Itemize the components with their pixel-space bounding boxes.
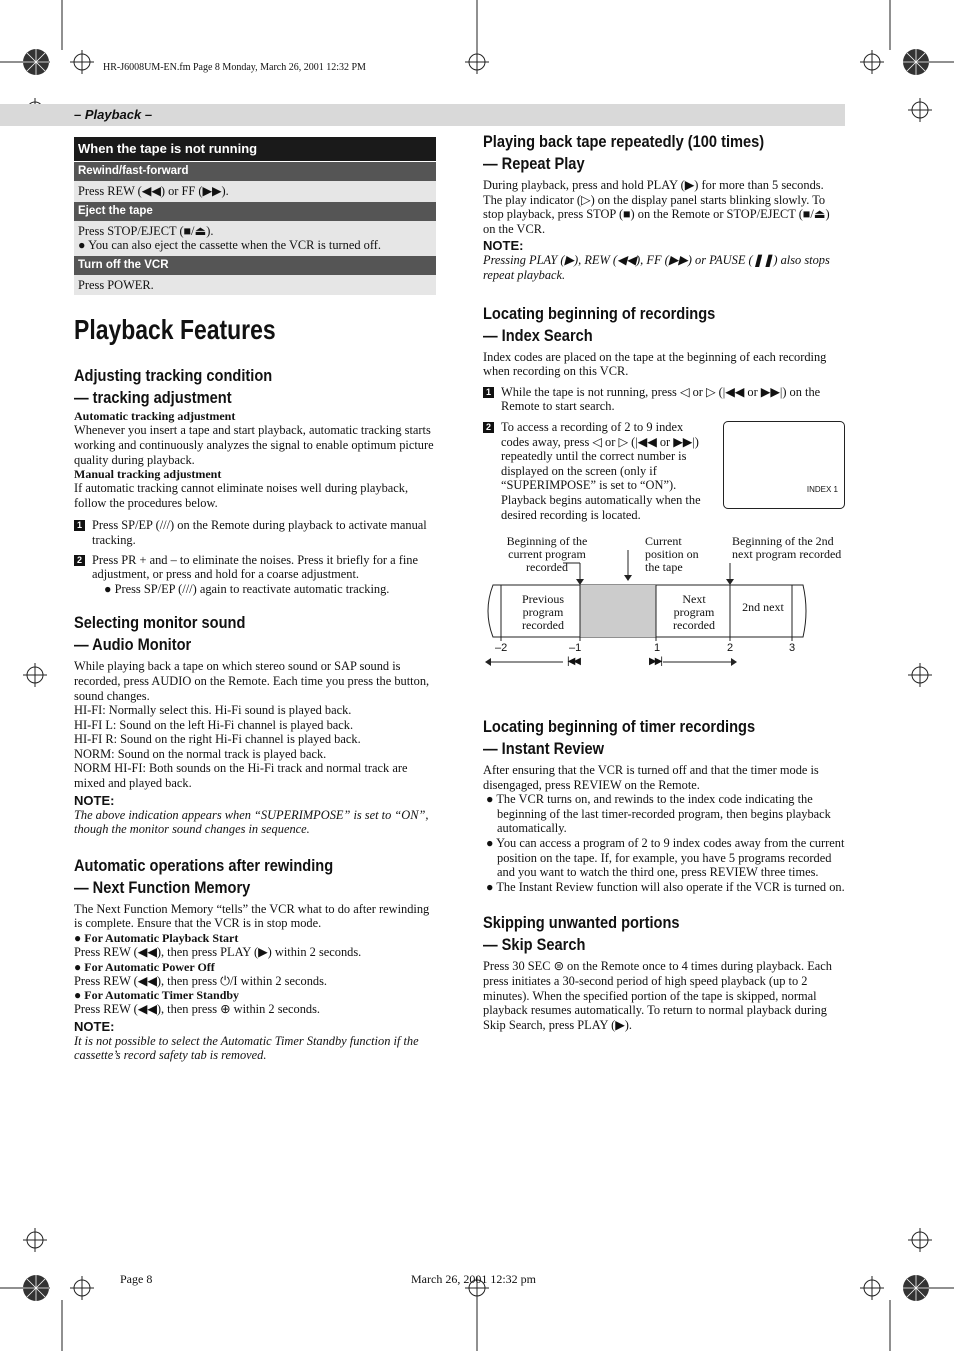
paragraph: Whenever you insert a tape and start playback, automatic tracking starts working and continuously analyzes the signal to enable optimum picture quality during playback. <box>74 423 434 467</box>
section-subheading: — Instant Review <box>483 739 605 758</box>
item-head: ● For Automatic Timer Standby <box>74 988 240 1003</box>
note-text: The above indication appears when “SUPERIMPOSE” is set to “ON”, though the monitor sound changes in sequence. <box>74 807 429 837</box>
section-subheading: — Audio Monitor <box>74 635 192 655</box>
audio-line: NORM: Sound on the normal track is played back. <box>74 746 327 761</box>
repeat-section <box>483 131 845 283</box>
right-column <box>483 131 845 522</box>
step-2-row <box>483 420 845 522</box>
section-heading: Skipping unwanted portions <box>483 913 680 933</box>
tick-label: 2 <box>727 642 734 654</box>
section-heading: Selecting monitor sound <box>74 613 246 633</box>
audio-line: HI-FI: Normally select this. Hi-Fi sound is played back. <box>74 703 352 718</box>
tracking-section <box>74 365 436 596</box>
note-text: It is not possible to select the Automatic Timer Standby function if the cassette’s record safety tab is removed. <box>74 1033 419 1063</box>
tick-label: 3 <box>789 642 796 654</box>
tv-screen <box>723 421 845 509</box>
paragraph: The Next Function Memory “tells” the VCR what to do after rewinding is complete. Ensure that the VCR is in stop mode. <box>74 901 430 931</box>
subhead: Manual tracking adjustment <box>74 467 222 482</box>
section-heading: Adjusting tracking condition <box>74 366 273 386</box>
table-row-head: Eject the tape <box>74 202 436 221</box>
table-cell-bullet: ● You can also eject the cassette when the VCR is turned off. <box>78 238 381 253</box>
segment-2nd-next: 2nd next <box>742 600 784 614</box>
note-text: Pressing PLAY (▶), REW (◀◀), FF (▶▶) or PAUSE (❚❚) also stops repeat playback. <box>483 253 830 282</box>
table-row-head: Rewind/fast-forward <box>74 162 436 181</box>
label-current-position: Current position on the tape <box>645 534 699 574</box>
instant-section <box>483 716 845 894</box>
right-column-lower <box>483 716 845 1032</box>
table-cell: Press STOP/EJECT (■/⏏). <box>78 223 214 238</box>
step-1 <box>74 518 436 547</box>
section-heading: Locating beginning of timer recordings <box>483 717 756 736</box>
index-section <box>483 303 845 523</box>
bullet-item: ● The VCR turns on, and rewinds to the index code indicating the beginning of the last timer-recorded program, then begins playback automatically. <box>486 792 831 836</box>
info-table <box>74 137 436 295</box>
table-row-body <box>74 221 436 256</box>
note-heading: NOTE: <box>483 238 524 254</box>
item-body: Press REW (◀◀), then press ⏻/I within 2 seconds. <box>74 973 328 988</box>
note-heading: NOTE: <box>74 1018 115 1034</box>
table-title: When the tape is not running <box>74 137 436 161</box>
table-row-head: Turn off the VCR <box>74 256 436 275</box>
nextfunc-section <box>74 855 436 1063</box>
section-label: – Playback – <box>74 107 153 122</box>
step-number: 1 <box>74 520 85 531</box>
paragraph: During playback, press and hold PLAY (▶) for more than 5 seconds. The play indicator (▷) on the display panel starts blinking slowly. To stop playback, press STOP (■) on the Remote or STOP/EJECT (■/⏏) on the VCR. <box>483 178 830 236</box>
step-number: 2 <box>74 555 85 566</box>
section-heading: Locating beginning of recordings <box>483 303 716 323</box>
segment-previous: Previous program recorded <box>522 592 564 632</box>
label-current-program: Beginning of the current program recorded <box>506 534 588 574</box>
footer-date: March 26, 2001 12:32 pm <box>411 1272 536 1286</box>
item-body: Press REW (◀◀), then press PLAY (▶) within 2 seconds. <box>74 945 362 960</box>
bullet-item: ● The Instant Review function will also operate if the VCR is turned on. <box>486 879 845 894</box>
index-diagram <box>483 535 845 675</box>
screen-text: INDEX 1 <box>806 484 838 494</box>
tick-label: 1 <box>654 642 661 654</box>
file-info: HR-J6008UM-EN.fm Page 8 Monday, March 26, 2001 12:32 PM <box>103 62 366 73</box>
item-head: ● For Automatic Playback Start <box>74 931 239 946</box>
skip-section <box>483 912 845 1032</box>
tick-label: –1 <box>569 642 582 654</box>
step-1 <box>483 385 845 414</box>
item-head: ● For Automatic Power Off <box>74 959 215 974</box>
step-2 <box>74 553 436 582</box>
step-text: Press PR + and – to eliminate the noises. Press it briefly for a fine adjustment, or press and hold for a coarse adjustment. <box>92 552 418 582</box>
section-heading: Automatic operations after rewinding <box>74 855 334 875</box>
section-subheading: — Next Function Memory <box>74 877 251 897</box>
step-number: 1 <box>483 387 494 398</box>
section-heading: Playing back tape repeatedly (100 times) <box>483 132 765 151</box>
audio-section <box>74 612 436 837</box>
label-2nd-next: Beginning of the 2nd next program recorded <box>732 534 842 561</box>
step-text: To access a recording of 2 to 9 index codes away, press ◁ or ▷ (|◀◀ or ▶▶|) repeatedly until the correct number is displayed on the screen (only if “SUPERIMPOSE” is set to “ON”). Playback begins automatically when the desired recording is located. <box>501 419 701 522</box>
footer-page: Page 8 <box>120 1272 153 1286</box>
bullet-item: ● You can access a program of 2 to 9 index codes away from the current position on the tape. If, for example, you have 5 programs recorded and you want to watch the third one, press REVIEW three times. <box>486 835 845 880</box>
table-row-body: Press POWER. <box>74 275 436 296</box>
subhead: Automatic tracking adjustment <box>74 409 236 424</box>
step-text: Press SP/EP (///) on the Remote during playback to activate manual tracking. <box>92 518 427 547</box>
paragraph: If automatic tracking cannot eliminate noises well during playback, follow the procedures below. <box>74 481 409 510</box>
step-text: While the tape is not running, press ◁ or ▷ (|◀◀ or ▶▶|) on the Remote to start search. <box>501 384 821 414</box>
section-subheading: — tracking adjustment <box>74 388 232 408</box>
step-2 <box>483 420 713 522</box>
table-row-body: Press REW (◀◀) or FF (▶▶). <box>74 181 436 202</box>
section-subheading: — Skip Search <box>483 935 586 955</box>
paragraph: While playing back a tape on which stereo sound or SAP sound is recorded, press AUDIO on the Remote. Each time you press the button, sound changes. <box>74 659 430 703</box>
forward-skip-icon: ▶▶| <box>649 656 661 667</box>
paragraph: Index codes are placed on the tape at the beginning of each recording when recording on this VCR. <box>483 349 827 379</box>
section-subheading: — Repeat Play <box>483 154 585 173</box>
step-bullet: ● Press SP/EP (///) again to reactivate automatic tracking. <box>104 581 390 596</box>
audio-line: NORM HI-FI: Both sounds on the Hi-Fi track and normal track are mixed and played back. <box>74 761 408 791</box>
step-number: 2 <box>483 422 494 433</box>
item-body: Press REW (◀◀), then press ⊕ within 2 seconds. <box>74 1002 321 1017</box>
tick-label: –2 <box>495 642 508 654</box>
paragraph: After ensuring that the VCR is turned off and that the timer mode is disengaged, press REVIEW on the Remote. <box>483 763 819 792</box>
section-subheading: — Index Search <box>483 325 593 345</box>
paragraph: Press 30 SEC ⊜ on the Remote once to 4 times during playback. Each press initiates a 30-second period of high speed playback (up to 2 minutes). When the specified portion of the tape is skipped, normal playback resumes automatically. To return to normal playback during Skip Search, press PLAY (▶). <box>483 959 832 1032</box>
audio-line: HI-FI R: Sound on the right Hi-Fi channel is played back. <box>74 732 361 747</box>
note-heading: NOTE: <box>74 792 115 808</box>
page-title: Playback Features <box>74 314 276 346</box>
rewind-skip-icon: |◀◀ <box>567 656 579 667</box>
segment-next: Next program recorded <box>673 592 715 632</box>
audio-line: HI-FI L: Sound on the left Hi-Fi channel is played back. <box>74 717 354 732</box>
left-column <box>74 137 436 1063</box>
